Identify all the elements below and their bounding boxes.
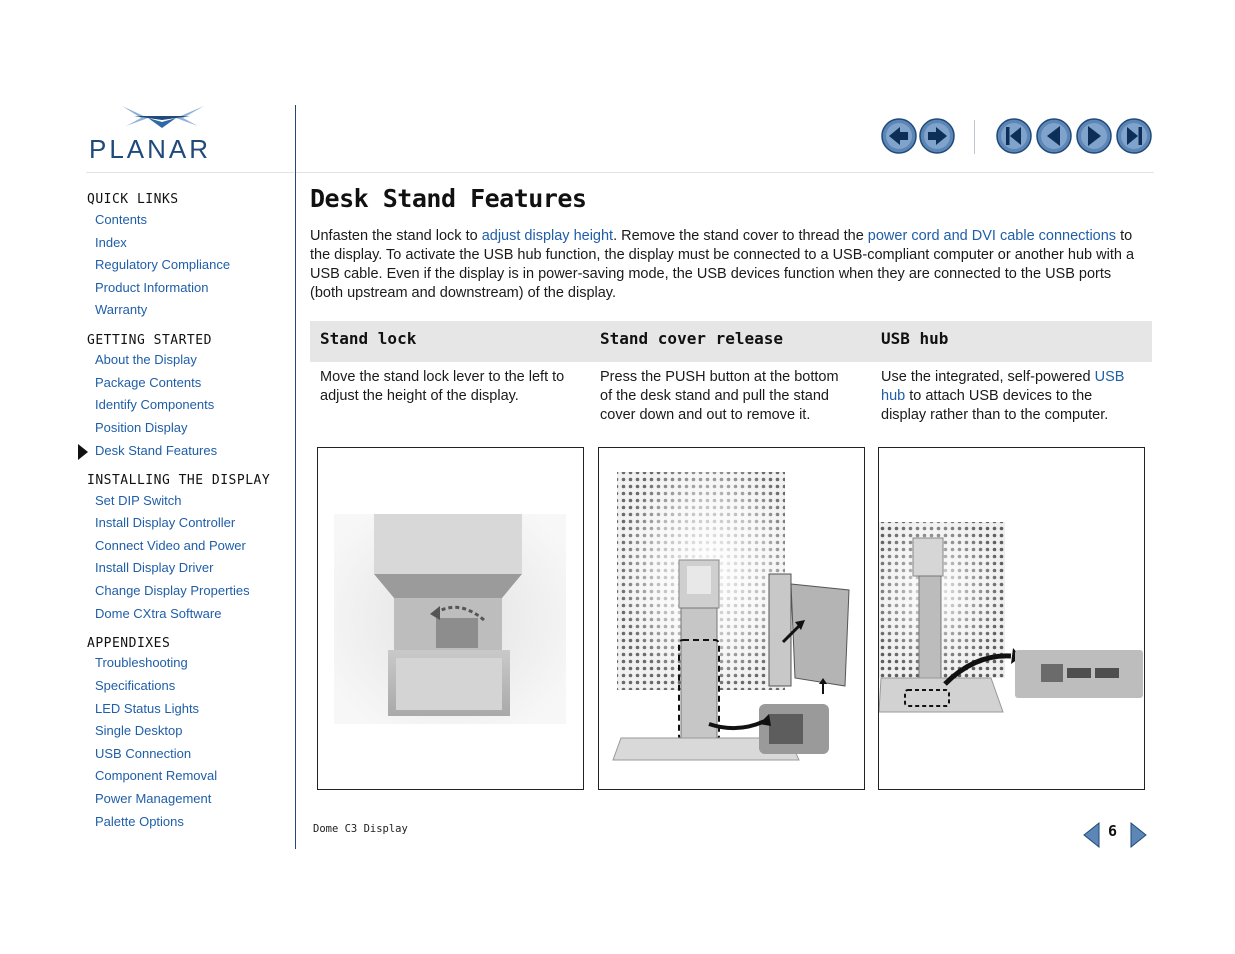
planar-logo — [86, 100, 238, 164]
intro-text-3: to the display. To activate the USB hub function, the display must be connected to a USB-compliant computer or another hub with a USB cable. Even if the display is in power-saving mode, the USB devices function when they are connected to the USB ports (both upstream and downstream) of the display. — [310, 228, 1135, 301]
sidebar-divider — [295, 105, 296, 849]
section-title-getting-started: GETTING STARTED — [87, 333, 212, 348]
current-page-marker-icon — [78, 444, 88, 460]
sidebar-top-rule — [86, 172, 294, 173]
sidebar-link-contents[interactable]: Contents — [95, 212, 148, 227]
sidebar-link-power-management[interactable]: Power Management — [95, 791, 212, 806]
desc-usb-hub — [881, 368, 1131, 425]
intro-text-1: Unfasten the stand lock to — [310, 228, 482, 244]
footer-previous-page-button[interactable] — [1082, 822, 1102, 848]
first-page-icon — [996, 118, 1032, 154]
adjust-display-height-link[interactable]: adjust display height — [481, 228, 614, 244]
sidebar-link-position-display[interactable]: Position Display — [95, 420, 188, 435]
usb-hub-image — [879, 448, 1144, 789]
sidebar-link-usb-connection[interactable]: USB Connection — [95, 746, 192, 761]
next-page-button[interactable] — [1076, 118, 1112, 154]
usb-hub-illustration — [878, 447, 1145, 790]
sidebar-link-install-display-controller[interactable]: Install Display Controller — [95, 515, 236, 530]
sidebar-link-connect-video-and-power[interactable]: Connect Video and Power — [95, 538, 246, 553]
sidebar-link-led-status-lights[interactable]: LED Status Lights — [95, 701, 200, 716]
usb-desc-text-1: Use the integrated, self-powered — [881, 369, 1095, 385]
usb-hub-link[interactable]: USB hub — [881, 369, 1125, 404]
stand-lock-image — [318, 448, 583, 789]
section-title-installing-the-display: INSTALLING THE DISPLAY — [87, 473, 271, 488]
sidebar-link-specifications[interactable]: Specifications — [95, 678, 176, 693]
back-button[interactable] — [881, 118, 917, 154]
sidebar-link-desk-stand-features[interactable]: Desk Stand Features — [95, 443, 218, 458]
section-title-quick-links: QUICK LINKS — [87, 192, 179, 207]
heading-usb-hub: USB hub — [881, 329, 949, 348]
sidebar-link-index[interactable]: Index — [95, 235, 127, 250]
stand-cover-image — [599, 448, 864, 789]
previous-page-button[interactable] — [1036, 118, 1072, 154]
toolbar-separator — [974, 120, 975, 154]
sidebar-link-install-display-driver[interactable]: Install Display Driver — [95, 560, 214, 575]
stand-lock-illustration — [317, 447, 584, 790]
page-title: Desk Stand Features — [310, 184, 587, 213]
heading-stand-cover-release: Stand cover release — [600, 329, 784, 348]
intro-text-2: . Remove the stand cover to thread the — [613, 228, 868, 244]
sidebar-link-product-information[interactable]: Product Information — [95, 280, 209, 295]
desc-stand-cover-release: Press the PUSH button at the bottom of the desk stand and pull the stand cover down and out to remove it. — [600, 369, 839, 423]
first-page-button[interactable] — [996, 118, 1032, 154]
sidebar-link-set-dip-switch[interactable]: Set DIP Switch — [95, 493, 182, 508]
sidebar-link-single-desktop[interactable]: Single Desktop — [95, 723, 183, 738]
footer-next-page-button[interactable] — [1128, 822, 1148, 848]
next-page-icon — [1076, 118, 1112, 154]
sidebar-link-palette-options[interactable]: Palette Options — [95, 814, 184, 829]
sidebar-link-dome-cxtra-software[interactable]: Dome CXtra Software — [95, 606, 222, 621]
sidebar-link-component-removal[interactable]: Component Removal — [95, 768, 218, 783]
heading-stand-lock: Stand lock — [320, 329, 417, 348]
usb-desc-text-2: to attach USB devices to the display rather than to the computer. — [881, 388, 1109, 423]
sidebar-link-regulatory-compliance[interactable]: Regulatory Compliance — [95, 257, 231, 272]
sidebar-link-warranty[interactable]: Warranty — [95, 302, 148, 317]
header-rule — [296, 172, 1154, 173]
planar-wordmark: PLANAR — [89, 134, 212, 164]
power-cord-dvi-link[interactable]: power cord and DVI cable connections — [867, 228, 1117, 244]
section-title-appendixes: APPENDIXES — [87, 636, 171, 651]
footer-next-arrow-icon — [1128, 822, 1148, 848]
stand-cover-release-illustration — [598, 447, 865, 790]
intro-paragraph — [310, 227, 1148, 303]
desc-stand-lock: Move the stand lock lever to the left to adjust the height of the display. — [320, 369, 565, 404]
footer-previous-arrow-icon — [1082, 822, 1102, 848]
page-number: 6 — [1108, 822, 1118, 840]
back-arrow-icon — [881, 118, 917, 154]
forward-button[interactable] — [919, 118, 955, 154]
forward-arrow-icon — [919, 118, 955, 154]
sidebar-link-package-contents[interactable]: Package Contents — [95, 375, 202, 390]
sidebar-link-identify-components[interactable]: Identify Components — [95, 397, 215, 412]
previous-page-icon — [1036, 118, 1072, 154]
sidebar-link-troubleshooting[interactable]: Troubleshooting — [95, 655, 188, 670]
sidebar-link-about-the-display[interactable]: About the Display — [95, 352, 197, 367]
sidebar-link-change-display-properties[interactable]: Change Display Properties — [95, 583, 250, 598]
document-title: Dome C3 Display — [313, 823, 408, 835]
last-page-icon — [1116, 118, 1152, 154]
last-page-button[interactable] — [1116, 118, 1152, 154]
